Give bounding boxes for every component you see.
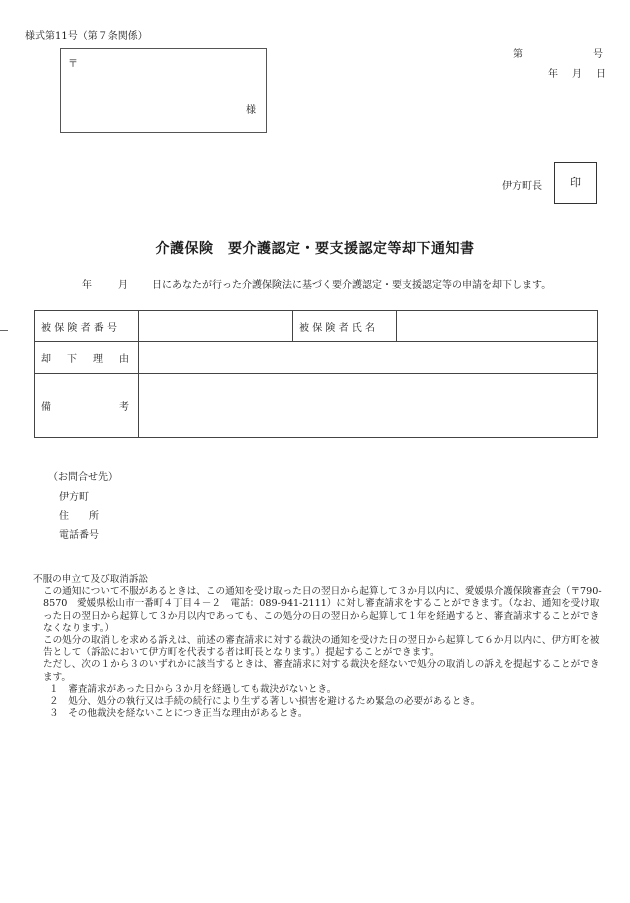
date-year-label: 年 [548,69,558,80]
document-number-prefix: 第 [513,49,523,60]
appeal-heading: 不服の申立て及び取消訴訟 [33,574,149,585]
list-item: ３ その他裁決を経ないことにつき正当な理由があるとき。 [49,708,308,720]
appeal-paragraph-2: この処分の取消しを求める訴えは、前述の審査請求に対する裁決の通知を受けた日の翌日から起算して６か月以内に、伊方町を被告として（訴訟において伊方町を代表する者は町長となります。）提起することができます。 [43,635,600,659]
appeal-paragraph-1: この通知について不服があるときは、この通知を受け取った日の翌日から起算して３か月以内に、愛媛県介護保険審査会（〒790-8570 愛媛県松山市一番町４丁目４－２ 電話：089-941-2111）に対し審査請求をすることができます。（なお、通知を受け取った日の翌日から起算して３か月以内であっても、この処分の日の翌日から起算して１年を経過すると、審査請求することができなくなります。） [43,586,602,634]
document-title: 介護保険 要介護認定・要支援認定等却下通知書 [155,241,475,257]
table-row [35,374,598,438]
list-item: １ 審査請求があった日から３か月を経過しても裁決がないとき。 [49,683,337,695]
contact-heading: （お問合せ先） [48,472,118,483]
recipient-address-box [60,48,267,133]
remarks-label: 備 考 [35,374,139,438]
date-month-label: 月 [572,69,582,80]
rejection-reason-value [139,342,598,374]
list-item: ２ 処分、処分の執行又は手続の続行により生ずる著しい損害を避けるため緊急の必要があるとき。 [49,696,481,708]
postal-mark: 〒 [68,59,78,70]
contact-address-label: 住 所 [59,511,99,522]
recipient-honorific: 様 [246,105,256,116]
table-row [35,311,598,342]
intro-text: 日にあなたが行った介護保険法に基づく要介護認定・要支援認定等の申請を却下します。 [152,280,552,291]
insured-name-label: 被保険者氏名 [293,311,397,342]
intro-year-label: 年 [82,280,92,291]
document-number-suffix: 号 [593,49,603,60]
insured-number-label: 被保険者番号 [35,311,139,342]
remarks-value [139,374,598,438]
table-row [35,342,598,374]
contact-organization: 伊方町 [59,492,89,503]
insured-name-value [397,311,598,342]
issuer-title: 伊方町長 [502,181,542,192]
seal-box [554,162,597,204]
rejection-reason-label: 却 下 理 由 [35,342,139,374]
applicant-info-table [34,310,598,438]
margin-tick [0,330,8,331]
date-day-label: 日 [596,69,606,80]
form-number: 様式第11号（第７条関係） [25,31,148,42]
intro-month-label: 月 [118,280,128,291]
seal-mark: 印 [570,176,581,189]
appeal-paragraph-3: ただし、次の１から３のいずれかに該当するときは、審査請求に対する裁決を経ないで処分の取消しの訴えを提起することができます。 [43,659,600,683]
appeal-notice [33,574,605,720]
contact-phone-label: 電話番号 [59,530,99,541]
insured-number-value [139,311,293,342]
